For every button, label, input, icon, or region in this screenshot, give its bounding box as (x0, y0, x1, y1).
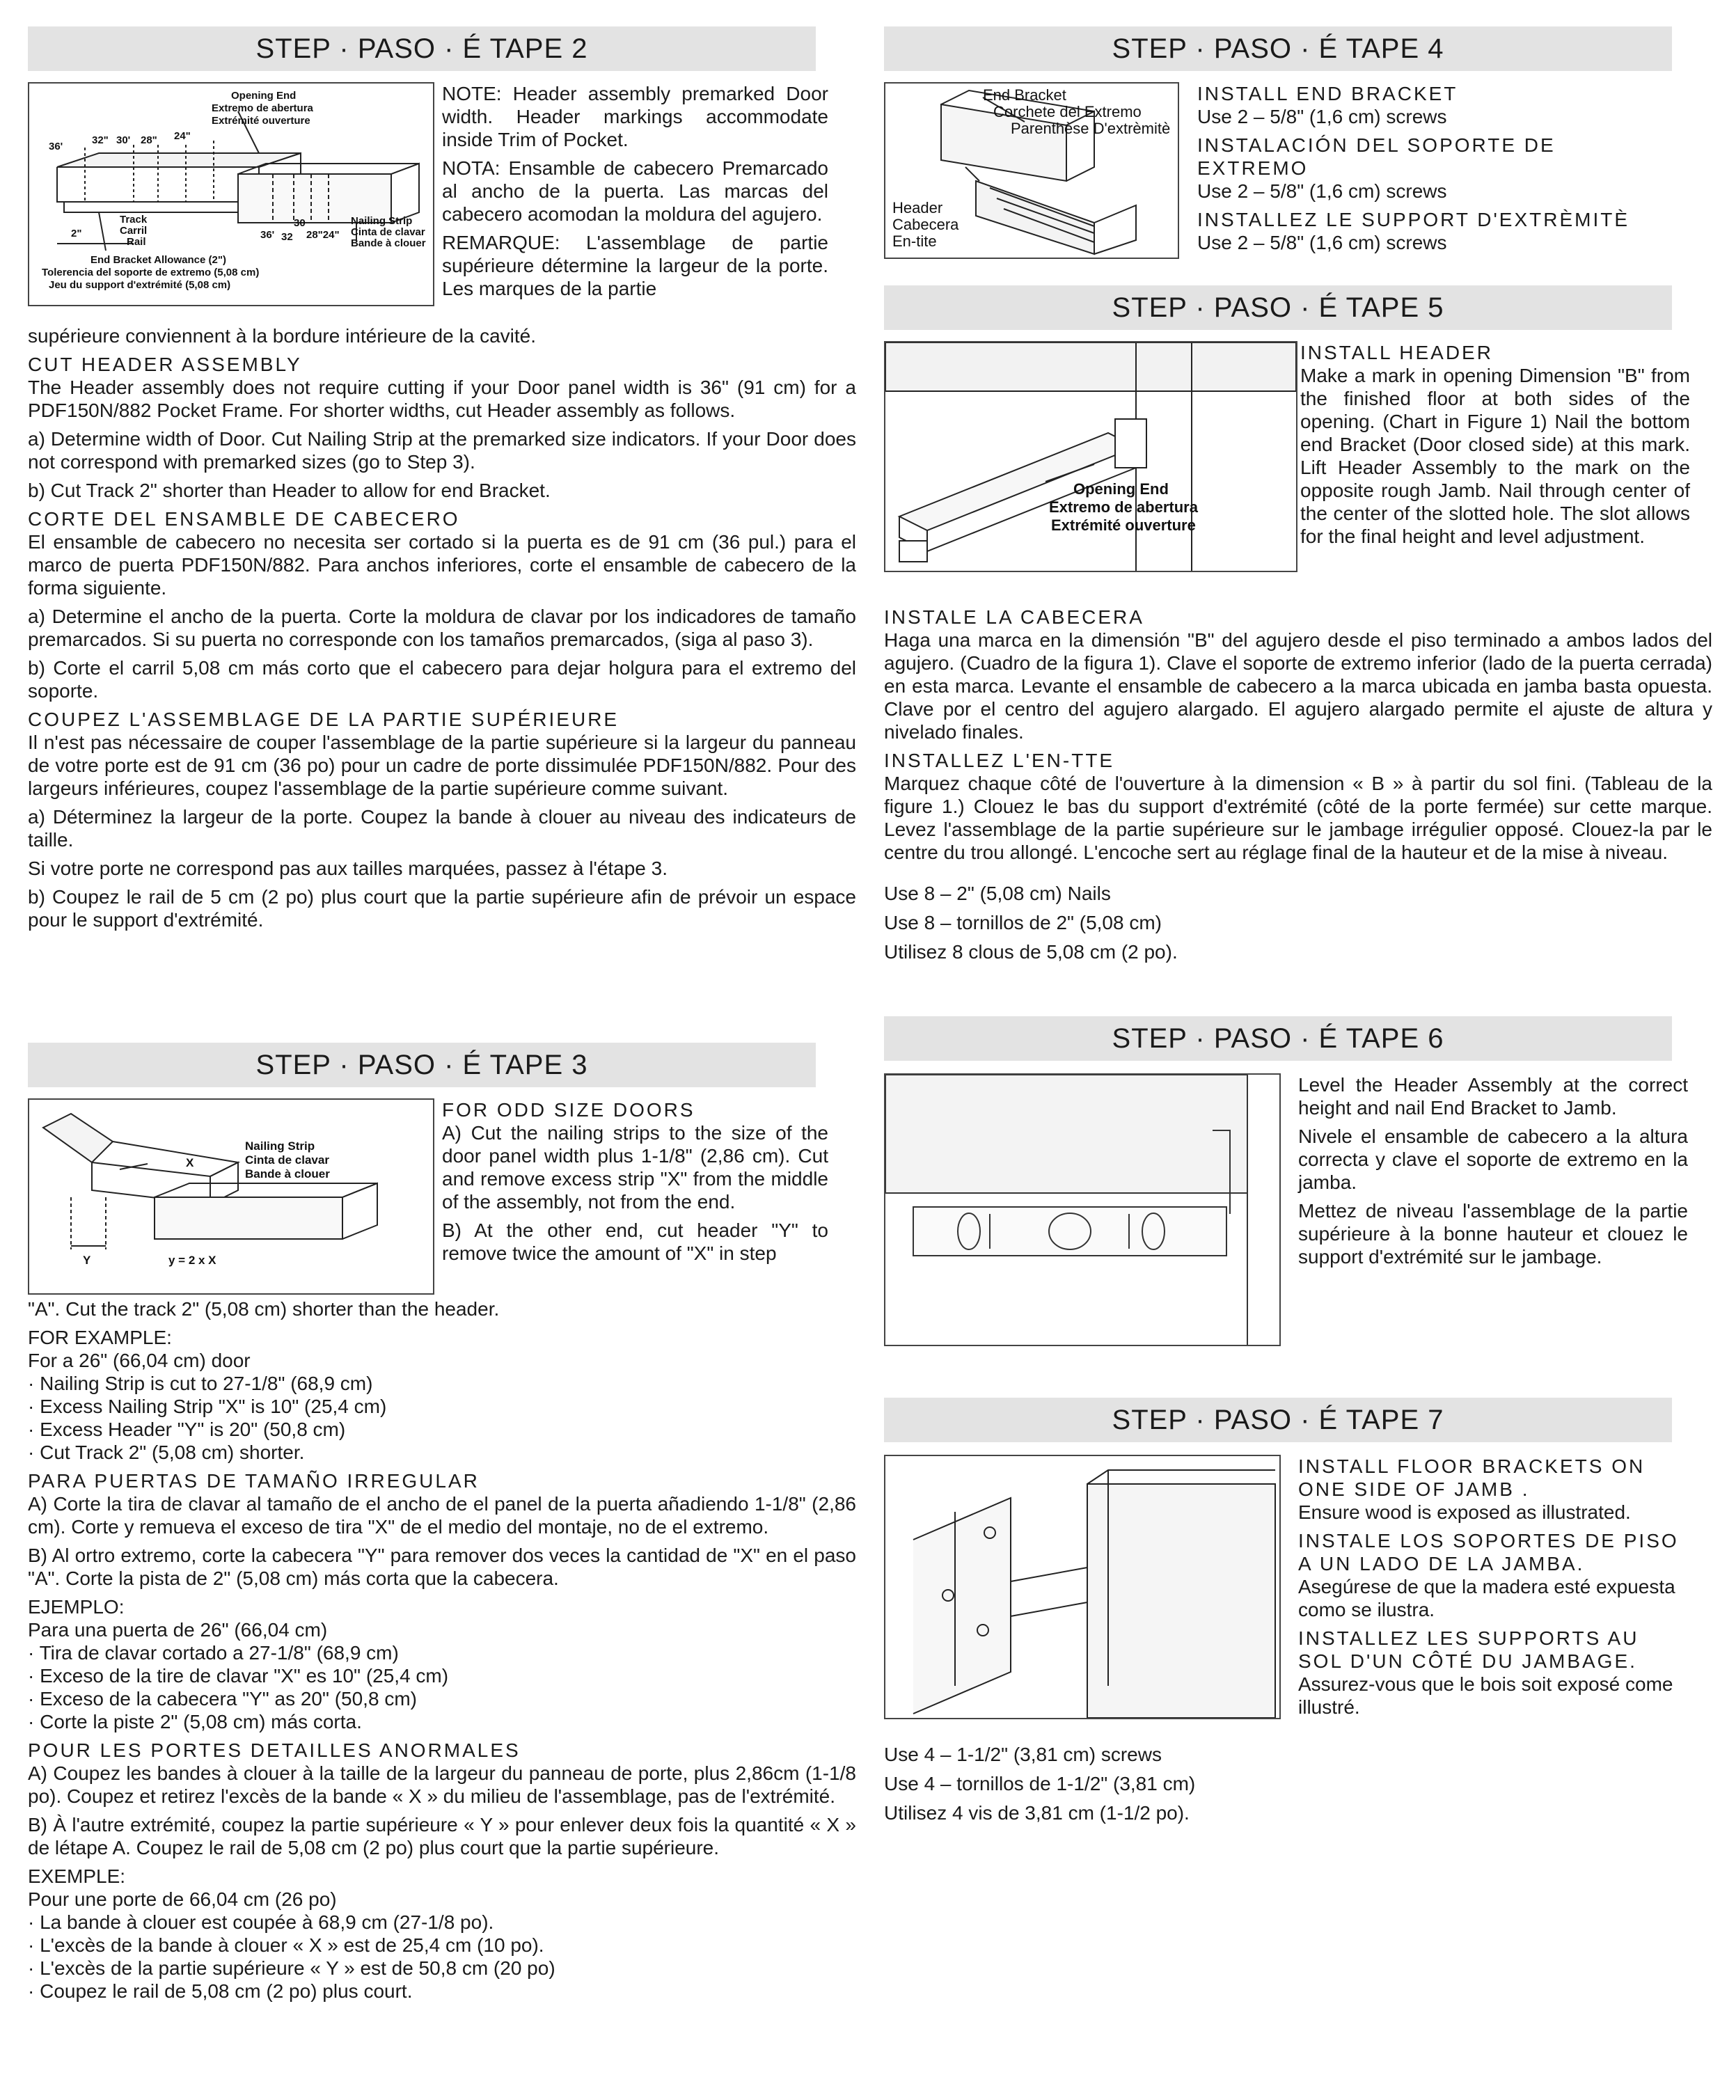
fig2-allow3: Jeu du support d'extrémité (5,08 cm) (49, 279, 231, 291)
fig2-carril: Carril (120, 225, 148, 237)
screw-item: Use 4 – 1-1/2" (3,81 cm) screws (884, 1744, 1162, 1765)
step-4-header: STEP · PASO · É TAPE 4 (884, 26, 1672, 71)
step-4-text (1197, 82, 1671, 260)
ejemplo-item: · Corte la piste 2" (5,08 cm) más corta. (28, 1711, 362, 1732)
fig2-b32: 32 (281, 231, 293, 243)
step-6-header: STEP · PASO · É TAPE 6 (884, 1016, 1672, 1061)
fastener-item: Use 8 – 2" (5,08 cm) Nails (884, 883, 1111, 904)
cut-header-text: The Header assembly does not require cutting if your Door panel width is 36" (91 cm) for a PDF150N/882 Pocket Frame. For shorter widths, cut Header assembly as follows. (28, 377, 856, 421)
note-es: NOTA: Ensamble de cabecero Premarcado al ancho de la puerta. Las marcas del cabecero acomodan la moldura del agujero. (442, 157, 828, 225)
fig2-allow1: End Bracket Allowance (2") (90, 254, 226, 266)
fastener-item: Utilisez 8 clous de 5,08 cm (2 po). (884, 941, 1178, 963)
exemple-item: · Coupez le rail de 5,08 cm (2 po) plus court. (28, 1980, 413, 2002)
fig2-d30: 30' (116, 134, 131, 146)
installez-entete-text: Marquez chaque côté de l'ouverture à la dimension « B » à partir du sol fini. (Tableau de la figure 1.) Clouez le bas du support d'extrémité (côté de la porte fermée) sur cette marque. Levez l'assemblage de la partie supérieure sur le jambage irrégulier opposé. Clouez-la par le centre du trou allongé. L'encoche sert au réglage final de la hauteur et de la mise à niveau. (884, 773, 1712, 863)
step-2-header: STEP · PASO · É TAPE 2 (28, 26, 816, 71)
step-5-install-header-figure (884, 341, 1297, 572)
fig2-two: 2" (71, 228, 82, 239)
floor-bracket-es-text: Asegúrese de que la madera esté expuesta como se ilustra. (1298, 1576, 1675, 1620)
example-item: For a 26" (66,04 cm) door (28, 1350, 251, 1371)
step-7-fastener-list (884, 1740, 1650, 1828)
corte-heading: CORTE DEL ENSAMBLE DE CABECERO (28, 508, 460, 530)
instale-cabecera-text: Haga una marca en la dimensión "B" del agujero desde el piso terminado a ambos lados del agujero. (Cuadro de la figura 1). Clave el soporte de extremo inferior (lado de la puerta cerrada) en esta marca. Levante el ensamble de cabecero a la marca ubicada en jamba basta opuesta. Clave por el centro del agujero alargado. El agujero alargado permite el ajuste de altura y nivelado finales. (884, 629, 1712, 743)
cut-header-heading: CUT HEADER ASSEMBLY (28, 354, 302, 375)
ejemplo-heading: EJEMPLO: (28, 1596, 125, 1618)
step-3-odd-size-text (442, 1098, 828, 1265)
fig5-opening-end: Opening End (1073, 480, 1169, 498)
step-2-notes (442, 82, 828, 300)
exemple-heading: EXEMPLE: (28, 1865, 126, 1887)
fig2-b28: 28"24" (306, 229, 340, 241)
fig3-bande: Bande à clouer (245, 1167, 330, 1181)
fig2-d36: 36' (49, 141, 63, 152)
pour-portes-heading: POUR LES PORTES DETAILLES ANORMALES (28, 1739, 521, 1761)
install-header-drawing (885, 342, 1296, 571)
installez-support-heading: INSTALLEZ LE SUPPORT D'EXTRÈMITÈ (1197, 209, 1630, 230)
coupez-b: b) Coupez le rail de 5 cm (2 po) plus court que la partie supérieure afin de prévoir un espace pour le support d'extrémité. (28, 886, 856, 931)
corte-b: b) Corte el carril 5,08 cm más corto que el cabecero para dejar holgura para el extremo del soporte. (28, 657, 856, 702)
exemple-list (28, 1888, 856, 2003)
step-6-text (1298, 1073, 1688, 1274)
fig2-b36: 36' (260, 229, 275, 241)
install-end-bracket-text: Use 2 – 5/8" (1,6 cm) screws (1197, 106, 1447, 127)
cut-header-b: b) Cut Track 2" shorter than Header to allow for end Bracket. (28, 480, 551, 501)
fig2-bande: Bande à clouer (351, 237, 426, 249)
fig3-y: Y (83, 1254, 91, 1267)
fig4-end-bracket: End Bracket (983, 86, 1066, 104)
step-7-text (1298, 1455, 1688, 1724)
step-4-end-bracket-figure (884, 82, 1179, 259)
installez-support-text: Use 2 – 5/8" (1,6 cm) screws (1197, 232, 1447, 253)
step-2-body (28, 324, 856, 937)
para-puertas-heading: PARA PUERTAS DE TAMAÑO IRREGULAR (28, 1470, 480, 1492)
fig4-header: Header (892, 199, 943, 216)
example-item: · Excess Header "Y" is 20" (50,8 cm) (28, 1419, 346, 1440)
note-en: NOTE: Header assembly premarked Door width. Header markings accommodate inside Trim of Pocket. (442, 83, 828, 150)
odd-size-b-cont: "A". Cut the track 2" (5,08 cm) shorter than the header. (28, 1298, 500, 1320)
ejemplo-list (28, 1618, 856, 1733)
fig2-rail: Rail (127, 236, 146, 248)
example-item: · Nailing Strip is cut to 27-1/8" (68,9 cm) (28, 1373, 373, 1394)
step-5-install-header-text (1300, 341, 1690, 553)
exemple-item: · L'excès de la partie supérieure « Y » est de 50,8 cm (20 po) (28, 1957, 555, 1979)
para-puertas-b: B) Al ortro extremo, corte la cabecera "Y" para remover dos veces la cantidad de "X" en el paso "A". Corte la pista de 2" (5,08 cm) más corta que la cabecera. (28, 1545, 856, 1589)
ejemplo-item: · Tira de clavar cortado a 27-1/8" (68,9 cm) (28, 1642, 399, 1664)
ejemplo-item: · Exceso de la cabecera "Y" as 20" (50,8 cm) (28, 1688, 417, 1710)
exemple-item: Pour une porte de 66,04 cm (26 po) (28, 1888, 337, 1910)
coupez-a: a) Déterminez la largeur de la porte. Coupez la bande à clouer au niveau des indicateurs de taille. (28, 806, 856, 851)
fig2-allow2: Tolerencia del soporte de extremo (5,08 cm) (42, 267, 260, 278)
coupez-heading: COUPEZ L'ASSEMBLAGE DE LA PARTIE SUPÉRIEURE (28, 709, 620, 730)
ejemplo-item: · Exceso de la tire de clavar "X" es 10" (25,4 cm) (28, 1665, 449, 1687)
level-es: Nivele el ensamble de cabecero a la altura correcta y clave el soporte de extremo en la jamba. (1298, 1126, 1688, 1193)
fig5-opening-fr: Extrémité ouverture (1051, 516, 1196, 534)
floor-bracket-drawing (885, 1456, 1279, 1718)
floor-bracket-es-heading: INSTALE LOS SOPORTES DE PISO A UN LADO DE LA JAMBA. (1298, 1530, 1679, 1574)
header-assembly-drawing (29, 84, 433, 305)
cut-header-a: a) Determine width of Door. Cut Nailing Strip at the premarked size indicators. If your Door does not correspond with premarked sizes (go to Step 3). (28, 428, 856, 473)
step-2-header-assembly-figure (28, 82, 434, 306)
step-7-header: STEP · PASO · É TAPE 7 (884, 1398, 1672, 1442)
fig2-d28: 28" (141, 134, 157, 146)
fig4-cabecera: Cabecera (892, 216, 959, 233)
instalacion-heading: INSTALACIÓN DEL SOPORTE DE EXTREMO (1197, 134, 1556, 179)
step-3-header: STEP · PASO · É TAPE 3 (28, 1043, 816, 1087)
fig4-parenthese: Parenthèse D'extrèmitè (1011, 120, 1171, 137)
level-fr: Mettez de niveau l'assemblage de la partie supérieure à la bonne hauteur et clouez le support d'extrémité sur le jambage. (1298, 1200, 1688, 1268)
fig2-d24: 24" (174, 130, 191, 142)
step-6-level-figure (884, 1073, 1281, 1346)
fig2-nailing: Nailing Strip (351, 215, 413, 227)
fig3-formula: y = 2 x X (168, 1254, 216, 1267)
pour-portes-b: B) À l'autre extrémité, coupez la partie supérieure « Y » pour enlever deux fois la quantité « X » de létape A. Coupez le rail de 5,08 cm (2 po) plus court que la partie supérieure. (28, 1814, 856, 1858)
floor-bracket-fr-text: Assurez-vous que le bois soit exposé come illustré. (1298, 1673, 1673, 1718)
pour-portes-a: A) Coupez les bandes à clouer à la taille de la largeur du panneau de porte, plus 2,86cm (1-1/8 po). Coupez et retirez l'excès de la bande « X » du milieu de l'assemblage, pas de l'extrémité. (28, 1762, 856, 1807)
screw-item: Use 4 – tornillos de 1-1/2" (3,81 cm) (884, 1773, 1196, 1794)
para-puertas-a: A) Corte la tira de clavar al tamaño de el ancho de el panel de la puerta añadiendo 1-1/8" (2,86 cm). Corte y remueva el exceso de tira "X" de el medio del montaje, no de el extremo. (28, 1493, 856, 1538)
floor-bracket-en-heading: INSTALL FLOOR BRACKETS ON ONE SIDE OF JAMB . (1298, 1455, 1646, 1500)
odd-size-b: B) At the other end, cut header "Y" to remove twice the amount of "X" in step (442, 1219, 828, 1264)
ejemplo-item: Para una puerta de 26" (66,04 cm) (28, 1619, 328, 1641)
example-heading: FOR EXAMPLE: (28, 1327, 172, 1348)
corte-a: a) Determine el ancho de la puerta. Corte la moldura de clavar por los indicadores de tamaño premarcados. Si su puerta no corresponde con los tamaños premarcados, (siga al paso 3). (28, 606, 856, 650)
fig2-b30: 30 (294, 217, 306, 229)
fig2-d32: 32" (92, 134, 109, 146)
floor-bracket-en-text: Ensure wood is exposed as illustrated. (1298, 1501, 1631, 1523)
installez-entete-heading: INSTALLEZ L'EN-TTE (884, 750, 1115, 771)
example-item: · Cut Track 2" (5,08 cm) shorter. (28, 1442, 305, 1463)
step-3-odd-size-figure (28, 1098, 434, 1295)
fig2-opening-es: Extremo de abertura (212, 102, 313, 114)
fig4-corchete: Corchete del Extremo (993, 103, 1142, 120)
fig4-entite: En-tite (892, 232, 937, 250)
floor-bracket-fr-heading: INSTALLEZ LES SUPPORTS AU SOL D'UN CÔTÉ DU JAMBAGE. (1298, 1627, 1639, 1672)
corte-text: El ensamble de cabecero no necesita ser cortado si la puerta es de 91 cm (36 pul.) para el marco de puerta PDF150N/882. Para anchos inferiores, corte el ensamble de cabecero de la forma siguiente. (28, 531, 856, 599)
fig2-opening-end: Opening End (231, 90, 297, 102)
coupez-text: Il n'est pas nécessaire de couper l'assemblage de la partie supérieure si la largeur du panneau de votre porte est de 91 cm (36 po) pour un cadre de porte dissimulée PDF150N/882. Pour des largeurs inférieures, coupez l'assemblage de la partie supérieure comme suivant. (28, 732, 856, 799)
odd-size-heading: FOR ODD SIZE DOORS (442, 1099, 695, 1121)
fig2-opening-fr: Extrémité ouverture (212, 115, 310, 127)
exemple-item: · La bande à clouer est coupée à 68,9 cm (27-1/8 po). (28, 1911, 494, 1933)
fastener-item: Use 8 – tornillos de 2" (5,08 cm) (884, 912, 1162, 933)
exemple-item: · L'excès de la bande à clouer « X » est de 25,4 cm (10 po). (28, 1934, 544, 1956)
fig2-track: Track (120, 214, 148, 226)
example-list (28, 1349, 856, 1464)
step-5-body (884, 606, 1712, 967)
odd-size-drawing (29, 1100, 433, 1293)
level-en: Level the Header Assembly at the correct height and nail End Bracket to Jamb. (1298, 1074, 1688, 1119)
fig3-cinta: Cinta de clavar (245, 1153, 329, 1167)
step-5-fastener-list (884, 879, 1712, 967)
install-header-text: Make a mark in opening Dimension "B" from the finished floor at both sides of the opening. (Chart in Figure 1) Nail the bottom end Bracket (Door closed side) at this mark. Lift Header Assembly to the mark on the opposite rough Jamb. Nail through center of the center of the slotted hole. The slot allows for the final height and level adjustment. (1300, 365, 1690, 547)
step-3-body (28, 1297, 856, 2003)
fig2-cinta: Cinta de clavar (351, 226, 425, 238)
end-bracket-drawing (885, 84, 1178, 258)
instalacion-text: Use 2 – 5/8" (1,6 cm) screws (1197, 180, 1447, 202)
step-5-header: STEP · PASO · É TAPE 5 (884, 285, 1672, 330)
note-fr-cont: supérieure conviennent à la bordure intérieure de la cavité. (28, 325, 537, 347)
fig5-opening-es: Extremo de abertura (1049, 498, 1198, 516)
odd-size-a: A) Cut the nailing strips to the size of the door panel width plus 1-1/8" (2,86 cm). Cut and remove excess strip "X" from the middle of the assembly, not from the end. (442, 1122, 828, 1213)
level-drawing (885, 1075, 1279, 1345)
example-item: · Excess Nailing Strip "X" is 10" (25,4 cm) (28, 1396, 387, 1417)
coupez-si: Si votre porte ne correspond pas aux tailles marquées, passez à l'étape 3. (28, 858, 668, 879)
install-header-heading: INSTALL HEADER (1300, 342, 1493, 363)
fig3-x: X (186, 1156, 194, 1169)
instale-cabecera-heading: INSTALE LA CABECERA (884, 606, 1144, 628)
note-fr: REMARQUE: L'assemblage de partie supérieure détermine la largeur de la porte. Les marques de la partie (442, 232, 828, 299)
screw-item: Utilisez 4 vis de 3,81 cm (1-1/2 po). (884, 1802, 1190, 1824)
fig3-nailing: Nailing Strip (245, 1139, 315, 1153)
step-7-floor-bracket-figure (884, 1455, 1281, 1719)
install-end-bracket-heading: INSTALL END BRACKET (1197, 83, 1458, 104)
